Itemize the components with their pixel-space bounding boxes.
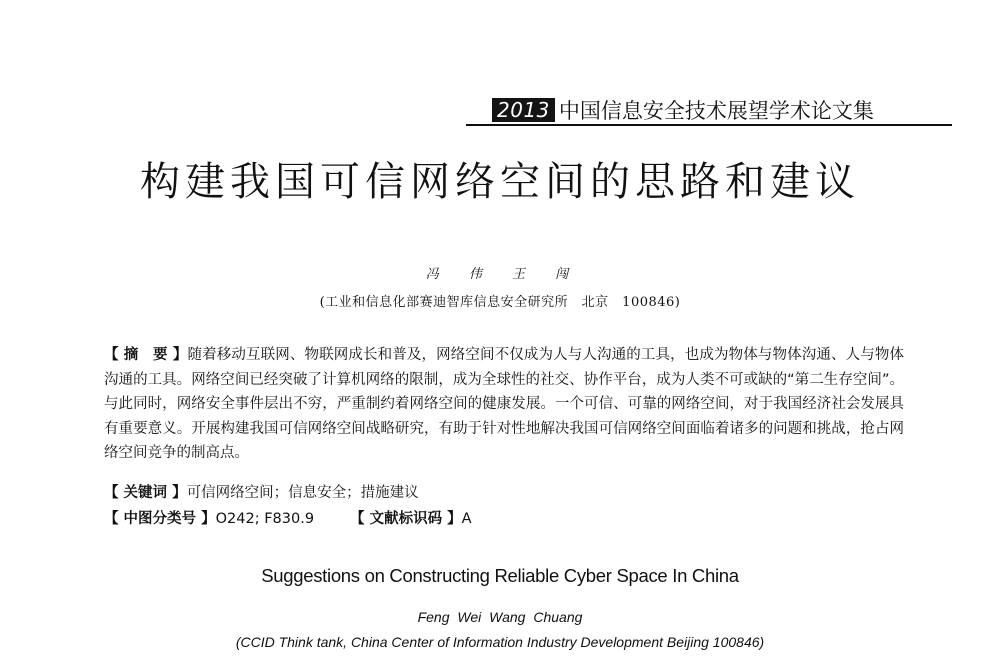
series-title: 中国信息安全技术展望学术论文集: [558, 99, 874, 123]
paper-title-en: Suggestions on Constructing Reliable Cyber Space In China: [261, 565, 739, 586]
keywords-text: 可信网络空间；信息安全；措施建议: [186, 485, 419, 501]
authors-cn: 冯 伟 王 闯: [425, 267, 575, 282]
affiliation-en: (CCID Think tank, China Center of Information Industry Development Beijing 100846): [235, 634, 765, 650]
keywords-label: 【 关键词 】: [104, 485, 187, 501]
proceedings-header: [492, 97, 874, 123]
abstract-label: 【 摘 要 】: [104, 347, 188, 363]
affiliation-cn: (工业和信息化部赛迪智库信息安全研究所 北京 100846): [319, 295, 681, 310]
header-rule: [466, 124, 952, 126]
clc-code: O242; F830.9: [215, 511, 315, 527]
doc-code: A: [461, 511, 472, 527]
abstract: [104, 343, 904, 466]
classification-line: [104, 507, 472, 528]
keywords-line: [104, 481, 419, 502]
authors-en: Feng Wei Wang Chuang: [417, 609, 583, 625]
doc-code-label: 【 文献标识码 】: [350, 511, 462, 527]
clc-label: 【 中图分类号 】: [104, 511, 216, 527]
abstract-text: 随着移动互联网、物联网成长和普及，网络空间不仅成为人与人沟通的工具，也成为物体与物体沟通、人与物体沟通的工具。网络空间已经突破了计算机网络的限制，成为全球性的社交、协作平台，成为人类不可或缺的“第二生存空间”。与此同时，网络安全事件层出不穷，严重制约着网络空间的健康发展。一个可信、可靠的网络空间，对于我国经济社会发展具有重要意义。开展构建我国可信网络空间战略研究，有助于针对性地解决我国可信网络空间面临着诸多的问题和挑战，抢占网络空间竞争的制高点。: [104, 347, 904, 461]
paper-title-cn: 构建我国可信网络空间的思路和建议: [140, 159, 860, 205]
year-badge: 2013: [492, 98, 555, 122]
